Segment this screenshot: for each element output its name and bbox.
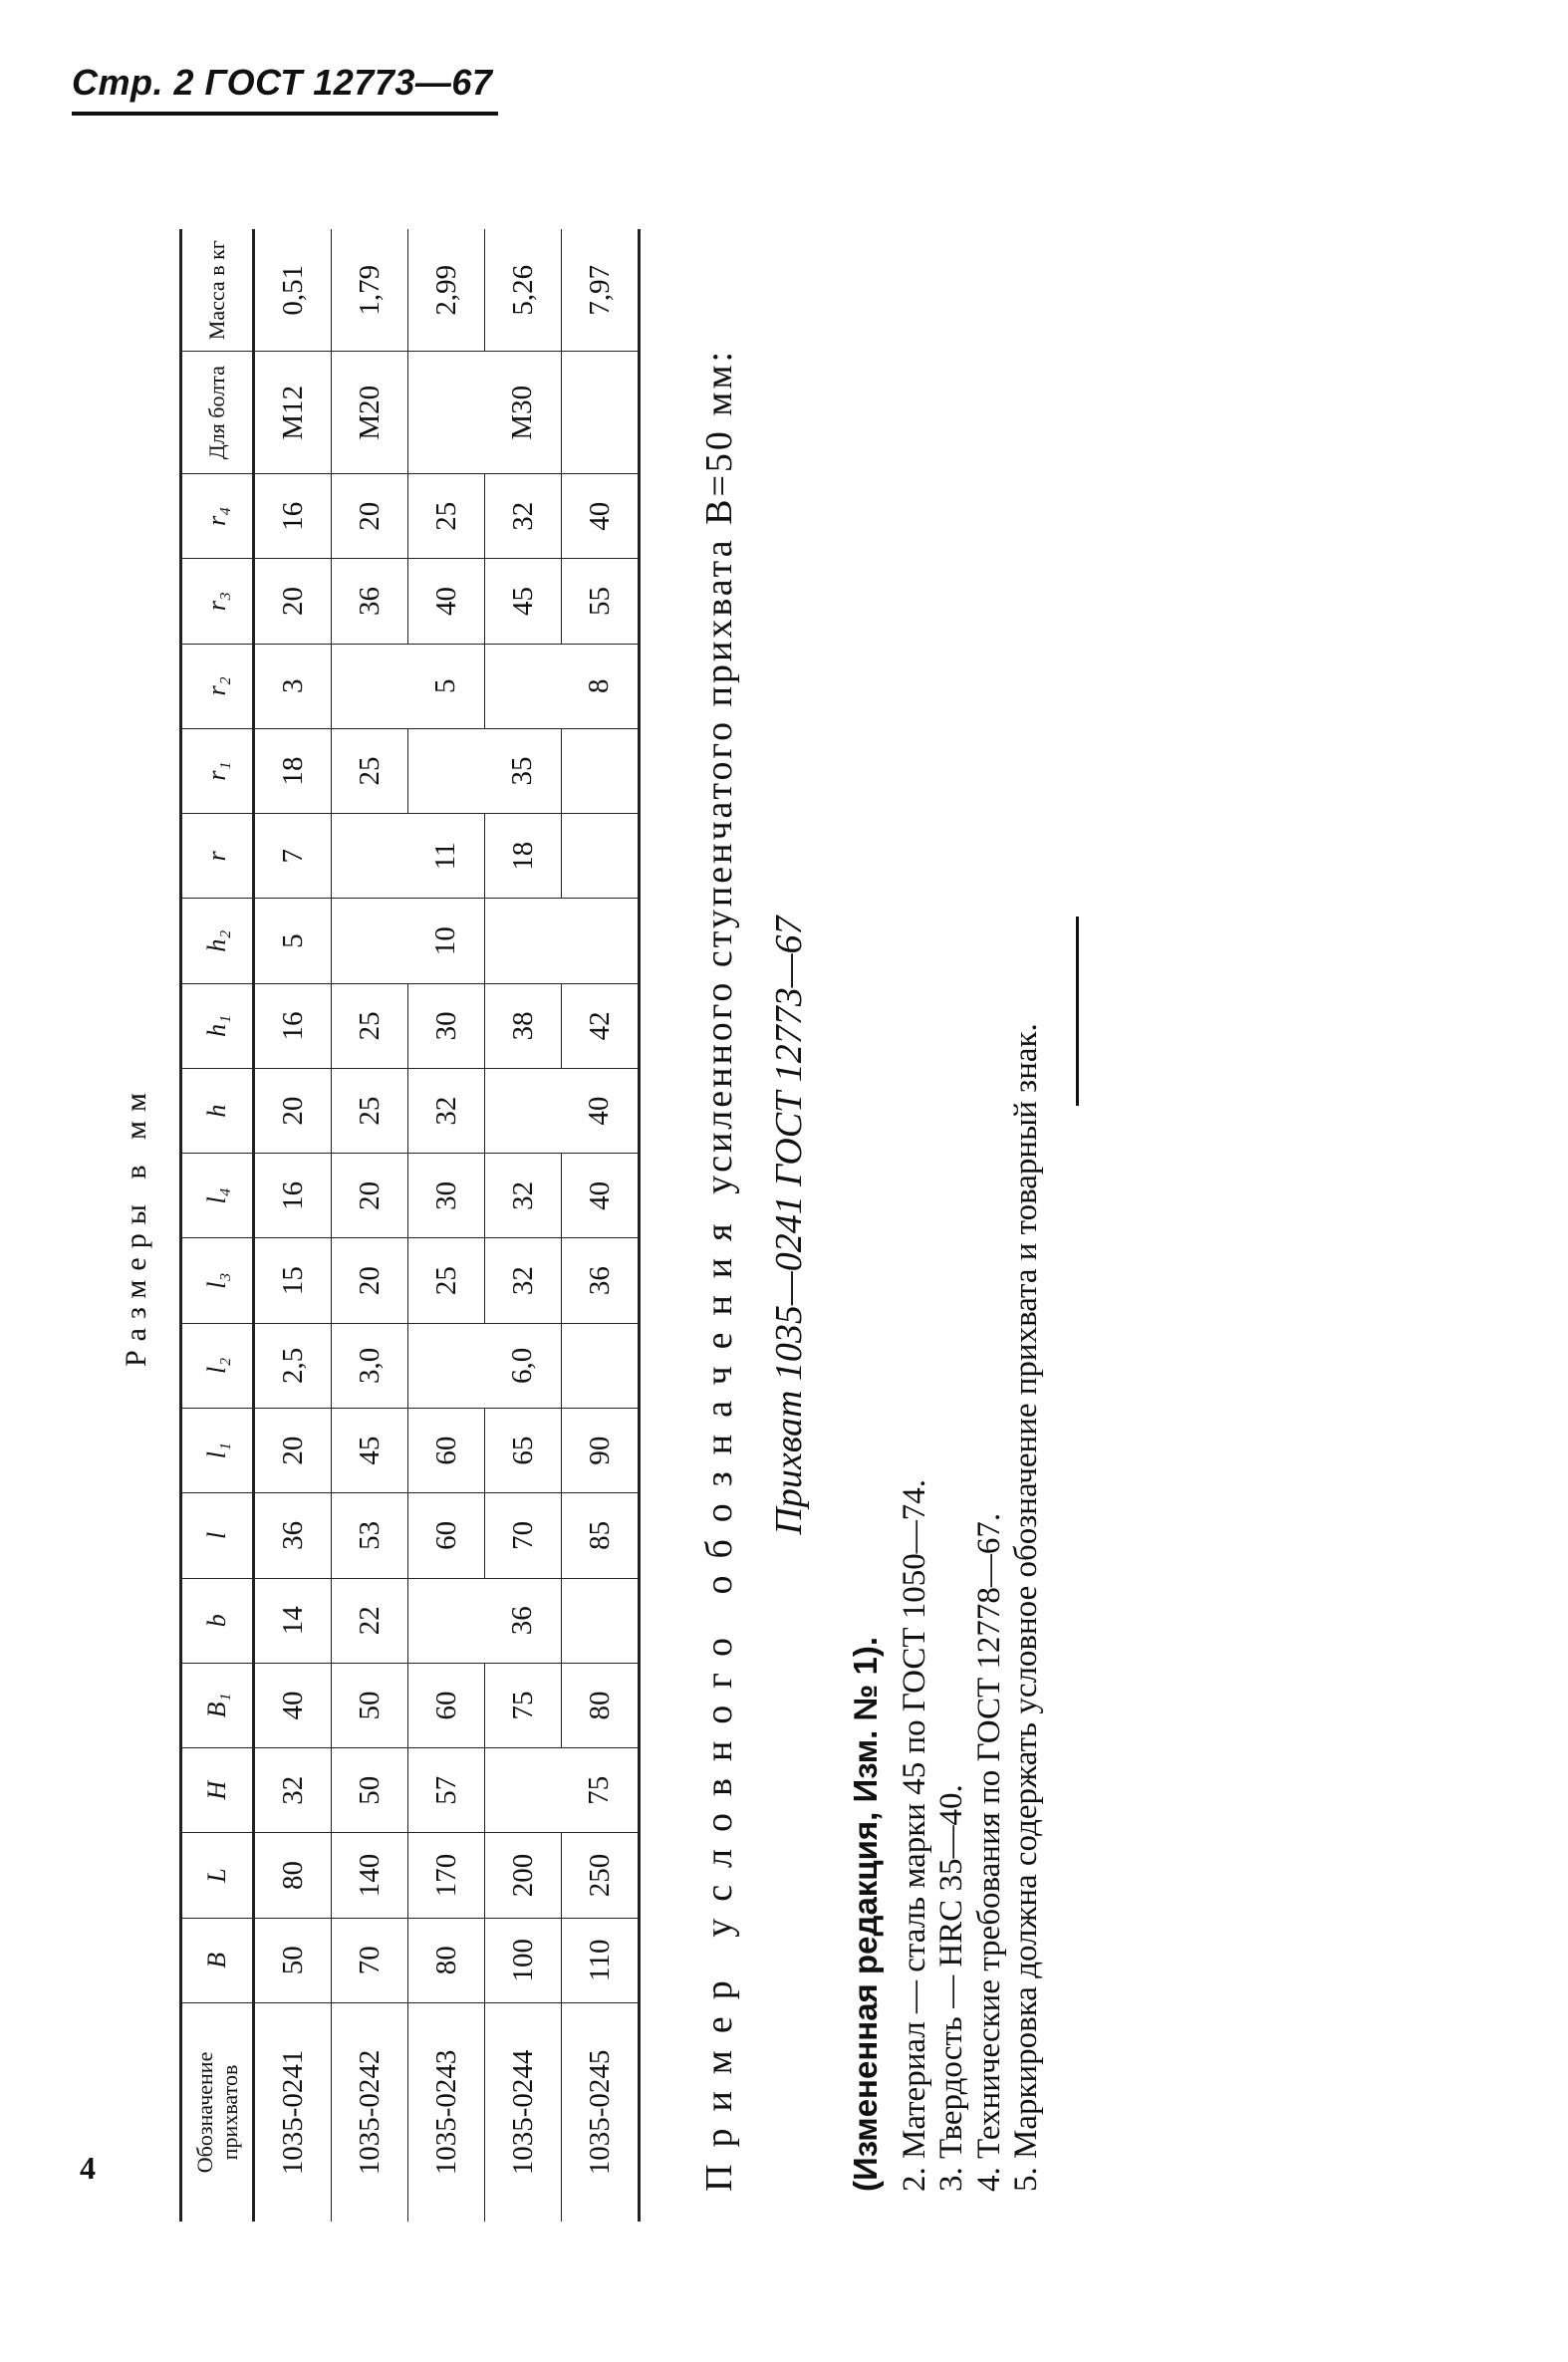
table-cell: 18 — [254, 728, 332, 813]
table-cell: 1035-0243 — [408, 2002, 485, 2222]
table-cell: M30 — [485, 352, 562, 474]
table-cell: 1035-0244 — [485, 2002, 562, 2222]
column-header: r₂ — [181, 644, 254, 728]
table-cell: 42 — [562, 983, 640, 1068]
table-cell — [562, 1323, 640, 1408]
table-cell: 32 — [485, 474, 562, 559]
column-header: r — [181, 814, 254, 899]
end-rule — [1076, 917, 1079, 1106]
table-cell — [562, 899, 640, 983]
table-cell: 32 — [485, 1154, 562, 1238]
edition-note: (Измененная редакция, Изм. № 1). — [847, 1637, 884, 2192]
table-cell: 36 — [254, 1493, 332, 1578]
table-cell: 10 — [408, 899, 485, 983]
table-cell — [332, 899, 408, 983]
table-cell — [332, 644, 408, 728]
table-row — [562, 229, 640, 2222]
table-cell — [562, 352, 640, 474]
table-cell: 2,99 — [408, 229, 485, 352]
table-cell: 2,5 — [254, 1323, 332, 1408]
table-cell: 75 — [562, 1748, 640, 1833]
table-cell: 8 — [562, 644, 640, 728]
table-cell: 40 — [562, 474, 640, 559]
table-cell: 1,79 — [332, 229, 408, 352]
table-cell: 65 — [485, 1409, 562, 1493]
column-header: l — [181, 1493, 254, 1578]
page-number: 4 — [80, 2150, 96, 2186]
table-cell: 30 — [408, 983, 485, 1068]
column-header: r₄ — [181, 474, 254, 559]
table-cell: 20 — [254, 1068, 332, 1153]
example-heading-rest: усиленного ступенчатого прихвата B=50 мм: — [698, 348, 740, 1194]
table-cell: 90 — [562, 1409, 640, 1493]
table-cell — [562, 728, 640, 813]
table-cell: 0,51 — [254, 229, 332, 352]
table-cell: 15 — [254, 1238, 332, 1323]
column-header: Обозначение прихватов — [181, 2002, 254, 2222]
table-cell: 100 — [485, 1918, 562, 2002]
table-cell: 45 — [332, 1409, 408, 1493]
table-body — [254, 229, 640, 2222]
table-cell: 75 — [485, 1663, 562, 1747]
table-cell: 22 — [332, 1578, 408, 1663]
column-header: Масса в кг — [181, 229, 254, 352]
table-cell: 170 — [408, 1833, 485, 1918]
note-item: 2. Материал — сталь марки 45 по ГОСТ 1050—74. — [897, 1478, 932, 2192]
notes-list — [897, 1023, 1045, 2192]
column-header: r₁ — [181, 728, 254, 813]
table-cell: 36 — [485, 1578, 562, 1663]
table-cell: 32 — [485, 1238, 562, 1323]
table-cell: 16 — [254, 1154, 332, 1238]
example-heading — [697, 229, 741, 2192]
table-cell — [408, 728, 485, 813]
table-cell: 32 — [408, 1068, 485, 1153]
table-cell — [408, 1578, 485, 1663]
table-cell: 25 — [332, 728, 408, 813]
header-rule — [72, 112, 498, 116]
table-cell: 50 — [254, 1918, 332, 2002]
table-cell: M20 — [332, 352, 408, 474]
table-cell: 1035-0242 — [332, 2002, 408, 2222]
table-cell: 20 — [332, 1238, 408, 1323]
table-cell: 60 — [408, 1663, 485, 1747]
table-cell: 16 — [254, 983, 332, 1068]
table-cell: 50 — [332, 1663, 408, 1747]
table-header-row — [181, 229, 254, 2222]
table-cell: 85 — [562, 1493, 640, 1578]
note-item: 4. Технические требования по ГОСТ 12778—67. — [970, 1512, 1007, 2192]
column-header: L — [181, 1833, 254, 1918]
table-cell: 38 — [485, 983, 562, 1068]
table-cell — [332, 814, 408, 899]
table-cell — [485, 899, 562, 983]
table-cell: 18 — [485, 814, 562, 899]
table-cell: 20 — [254, 559, 332, 644]
table-row — [332, 229, 408, 2222]
column-header: B — [181, 1918, 254, 2002]
table-cell: 80 — [254, 1833, 332, 1918]
table-cell: 14 — [254, 1578, 332, 1663]
table-cell — [485, 644, 562, 728]
column-header: l₂ — [181, 1323, 254, 1408]
table-cell: 3,0 — [332, 1323, 408, 1408]
table-cell: 1035-0241 — [254, 2002, 332, 2222]
running-head: Стр. 2 ГОСТ 12773—67 — [72, 62, 493, 103]
column-header: h₂ — [181, 899, 254, 983]
table-cell: 25 — [408, 1238, 485, 1323]
table-row — [485, 229, 562, 2222]
table-cell: 40 — [562, 1068, 640, 1153]
table-cell: 20 — [332, 474, 408, 559]
column-header: h — [181, 1068, 254, 1153]
table-cell: 57 — [408, 1748, 485, 1833]
column-header: Для болта — [181, 352, 254, 474]
table-cell: 20 — [254, 1409, 332, 1493]
column-header: r₃ — [181, 559, 254, 644]
table-cell: 40 — [562, 1154, 640, 1238]
column-header: H — [181, 1748, 254, 1833]
dimensions-table — [179, 229, 641, 2222]
table-cell: 250 — [562, 1833, 640, 1918]
table-cell: 80 — [408, 1918, 485, 2002]
table-cell: 60 — [408, 1409, 485, 1493]
table-cell: 5 — [408, 644, 485, 728]
example-heading-spaced: Пример условного обозначения — [698, 1206, 740, 2192]
table-cell — [485, 1748, 562, 1833]
table-cell: 3 — [254, 644, 332, 728]
table-row — [254, 229, 332, 2222]
table-cell: 55 — [562, 559, 640, 644]
column-header: l₃ — [181, 1238, 254, 1323]
table-cell: 35 — [485, 728, 562, 813]
table-cell: 53 — [332, 1493, 408, 1578]
table-cell: 70 — [485, 1493, 562, 1578]
table-cell: 7,97 — [562, 229, 640, 352]
note-item: 5. Маркировка должна содержать условное обозначение прихвата и товарный знак. — [1007, 1023, 1044, 2192]
example-designation: Прихват 1035—0241 ГОСТ 12773—67 — [768, 916, 810, 1535]
table-cell: 25 — [332, 983, 408, 1068]
table-cell: 11 — [408, 814, 485, 899]
table-cell: 7 — [254, 814, 332, 899]
table-cell — [562, 814, 640, 899]
table-cell — [485, 1068, 562, 1153]
table-cell: 40 — [408, 559, 485, 644]
table-cell — [562, 1578, 640, 1663]
table-caption: Размеры в мм — [120, 1084, 152, 1368]
rotated-content — [120, 169, 1156, 2222]
table-cell: 40 — [254, 1663, 332, 1747]
table-cell: 140 — [332, 1833, 408, 1918]
table-cell: 200 — [485, 1833, 562, 1918]
table-row — [408, 229, 485, 2222]
column-header: l₄ — [181, 1154, 254, 1238]
table-cell: 32 — [254, 1748, 332, 1833]
table-cell: 36 — [562, 1238, 640, 1323]
table-cell: 36 — [332, 559, 408, 644]
table-cell: 45 — [485, 559, 562, 644]
table-cell: 60 — [408, 1493, 485, 1578]
table-cell: 16 — [254, 474, 332, 559]
column-header: B₁ — [181, 1663, 254, 1747]
table-cell: 70 — [332, 1918, 408, 2002]
table-cell: 5,26 — [485, 229, 562, 352]
column-header: l₁ — [181, 1409, 254, 1493]
table-cell: 20 — [332, 1154, 408, 1238]
table-cell: 1035-0245 — [562, 2002, 640, 2222]
table-cell: 6,0 — [485, 1323, 562, 1408]
table-cell: 25 — [332, 1068, 408, 1153]
table-cell: 25 — [408, 474, 485, 559]
column-header: h₁ — [181, 983, 254, 1068]
table-cell: 50 — [332, 1748, 408, 1833]
note-item: 3. Твердость — HRC 35—40. — [933, 1784, 970, 2192]
table-cell: 30 — [408, 1154, 485, 1238]
table-cell: M12 — [254, 352, 332, 474]
table-cell — [408, 1323, 485, 1408]
table-cell — [408, 352, 485, 474]
table-cell: 5 — [254, 899, 332, 983]
column-header: b — [181, 1578, 254, 1663]
table-cell: 110 — [562, 1918, 640, 2002]
table-cell: 80 — [562, 1663, 640, 1747]
